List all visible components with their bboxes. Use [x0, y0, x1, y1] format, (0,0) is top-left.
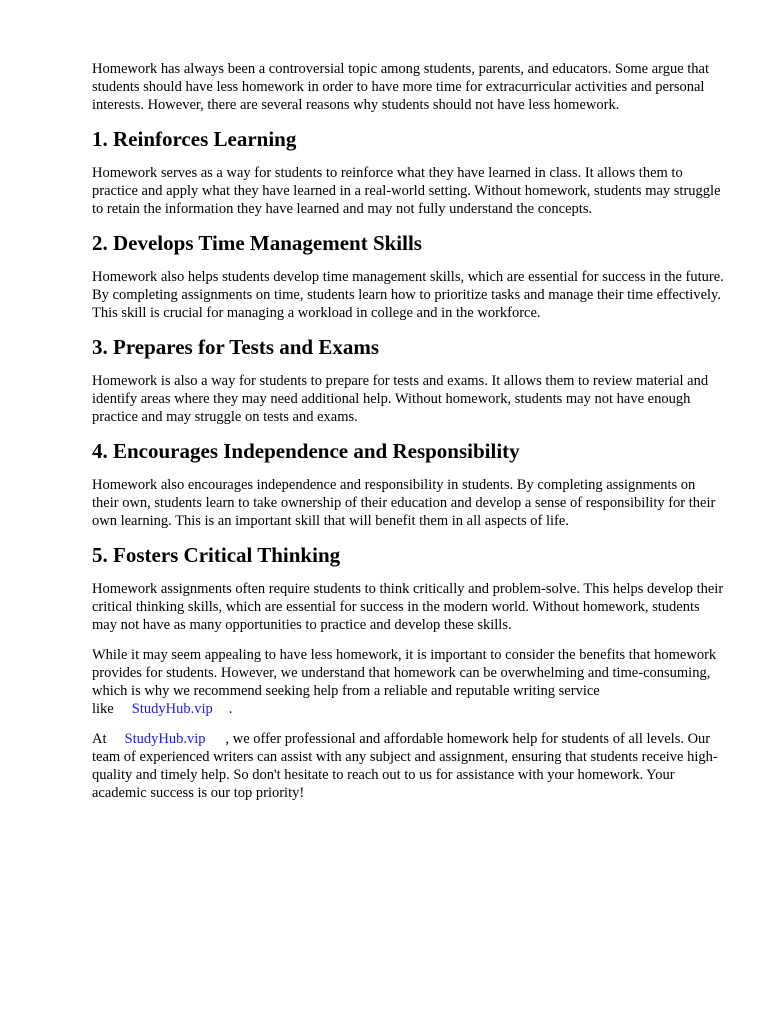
closing-paragraph — [92, 730, 724, 802]
section-text-tests-exams: Homework is also a way for students to prepare for tests and exams. It allows them to review material and identify areas where they may need additional help. Without homework, students may not have enough practice and may struggle on tests and exams. — [92, 373, 709, 425]
section-heading-critical-thinking: 5. Fosters Critical Thinking — [92, 543, 341, 567]
section-heading-tests-exams: 3. Prepares for Tests and Exams — [92, 335, 380, 359]
section-heading-time-management: 2. Develops Time Management Skills — [92, 231, 422, 255]
conclusion-period: . — [228, 701, 233, 717]
section-text-critical-thinking: Homework assignments often require students to think critically and problem-solve. This helps develop their critical thinking skills, which are essential for success in the modern world. Without homework, students may not have as many opportunities to practice and develop these skills. — [92, 581, 724, 633]
section-text-independence: Homework also encourages independence and responsibility in students. By completing assignments on their own, students learn to take ownership of their education and develop a sense of responsibility for their own learning. This is an important skill that will benefit them in all aspects of life. — [92, 477, 716, 529]
conclusion-paragraph — [92, 646, 724, 718]
conclusion-text: While it may seem appealing to have less homework, it is important to consider the benefits that homework provides for students. However, we understand that homework can be overwhelming and time-consuming, which is why we recommend seeking help from a reliable and reputable writing service like — [92, 647, 717, 717]
closing-lead-text: At — [92, 731, 107, 747]
section-heading-reinforces-learning: 1. Reinforces Learning — [92, 127, 297, 151]
section-heading-independence: 4. Encourages Independence and Responsibility — [92, 439, 520, 463]
section-text-time-management: Homework also helps students develop time management skills, which are essential for success in the future. By completing assignments on time, students learn how to prioritize tasks and manage their time effectively. This skill is crucial for managing a workload in college and in the workforce. — [92, 269, 724, 321]
section-text-reinforces-learning: Homework serves as a way for students to reinforce what they have learned in class. It allows them to practice and apply what they have learned in a real-world setting. Without homework, students may struggle to retain the information they have learned and may not fully understand the concepts. — [92, 165, 721, 217]
closing-text: , we offer professional and affordable homework help for students of all levels. Our team of experienced writers can assist with any subject and assignment, ensuring that students receive high-quality and timely help. So don't hesitate to reach out to us for assistance with your homework. Your academic success is our top priority! — [92, 731, 718, 801]
studyhub-link-conclusion[interactable]: StudyHub.vip — [131, 701, 213, 717]
studyhub-link-closing[interactable]: StudyHub.vip — [124, 731, 206, 747]
intro-paragraph: Homework has always been a controversial topic among students, parents, and educators. Some argue that students should have less homework in order to have more time for extracurricular activities and personal interests. However, there are several reasons why students should not have less homework. — [92, 61, 710, 113]
